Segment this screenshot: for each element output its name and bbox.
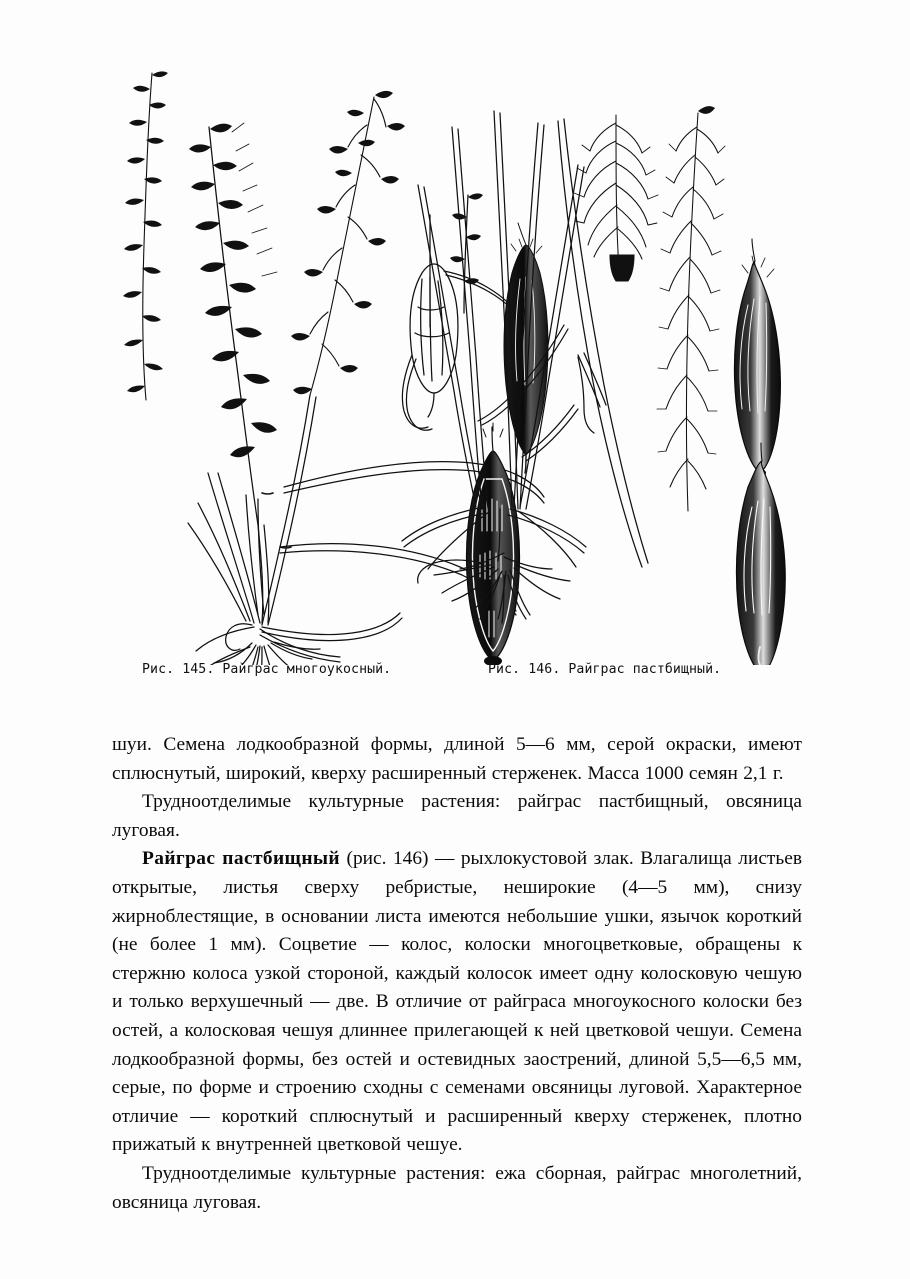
botanical-line-art (112, 55, 800, 665)
figure-captions (112, 662, 800, 688)
fig145-seed-dark-lower (467, 423, 520, 665)
fig145-main-spike (189, 123, 277, 525)
fig146-long-leaf (558, 119, 648, 567)
species-name-lead: Райграс пастбищный (142, 848, 341, 870)
fig145-detached-spike (123, 71, 168, 400)
fig145-seed-dark-upper (504, 223, 548, 473)
figure-caption-145: Рис. 145. Райграс многоукосный. (142, 662, 392, 677)
fig146-spikelet-detail (574, 115, 658, 281)
fig145-loose-panicle (291, 91, 405, 395)
fig146-seed-lower (736, 443, 785, 665)
paragraph-hard-to-separate-1: Трудноотделимые культурные растения: райграс пастбищный, овсяница луговая. (112, 791, 802, 841)
botanical-illustration-figures (112, 55, 800, 665)
paragraph-ryegrass-pasture (112, 845, 802, 1160)
paragraph-seeds-continued: шуи. Семена лодкообразной формы, длиной 5—6 мм, серой окраски, имеют сплюснутый, широкий, кверху расширенный стерженек. Масса 1000 семян 2,1 г. (112, 734, 802, 784)
fig146-seed-upper (734, 239, 780, 477)
page-body-text (112, 731, 802, 1217)
fig146-loose-panicle (657, 106, 725, 511)
paragraph-hard-to-separate-2: Трудноотделимые культурные растения: ежа сборная, райграс многолетний, овсяница луговая. (112, 1162, 802, 1213)
figure-caption-146: Рис. 146. Райграс пастбищный. (488, 662, 722, 677)
species-description-text: (рис. 146) — рыхлокустовой злак. Влагалища листьев открытые, листья сверху ребристые, неширокие (4—5 мм), снизу жирноблестящие, в основании листа имеются небольшие ушки, язычок короткий (не более 1 мм). Соцветие — колос, колоски многоцветковые, обращены к стержню колоса узкой стороной, каждый колосок имеет одну колосковую чешую и только верхушечный — две. В отличие от райграса многоукосного колоски без остей, а колосковая чешуя длиннее прилегающей к ней цветковой чешуи. Семена лодкообразной формы, без остей и остевидных заострений, длиной 5,5—6,5 мм, серые, по форме и строению сходны с семенами овсяницы луговой. Характерное отличие — короткий сплюснутый и расширенный кверху стерженек, плотно прижатый к внутренней цветковой чешуе. (112, 848, 803, 1156)
